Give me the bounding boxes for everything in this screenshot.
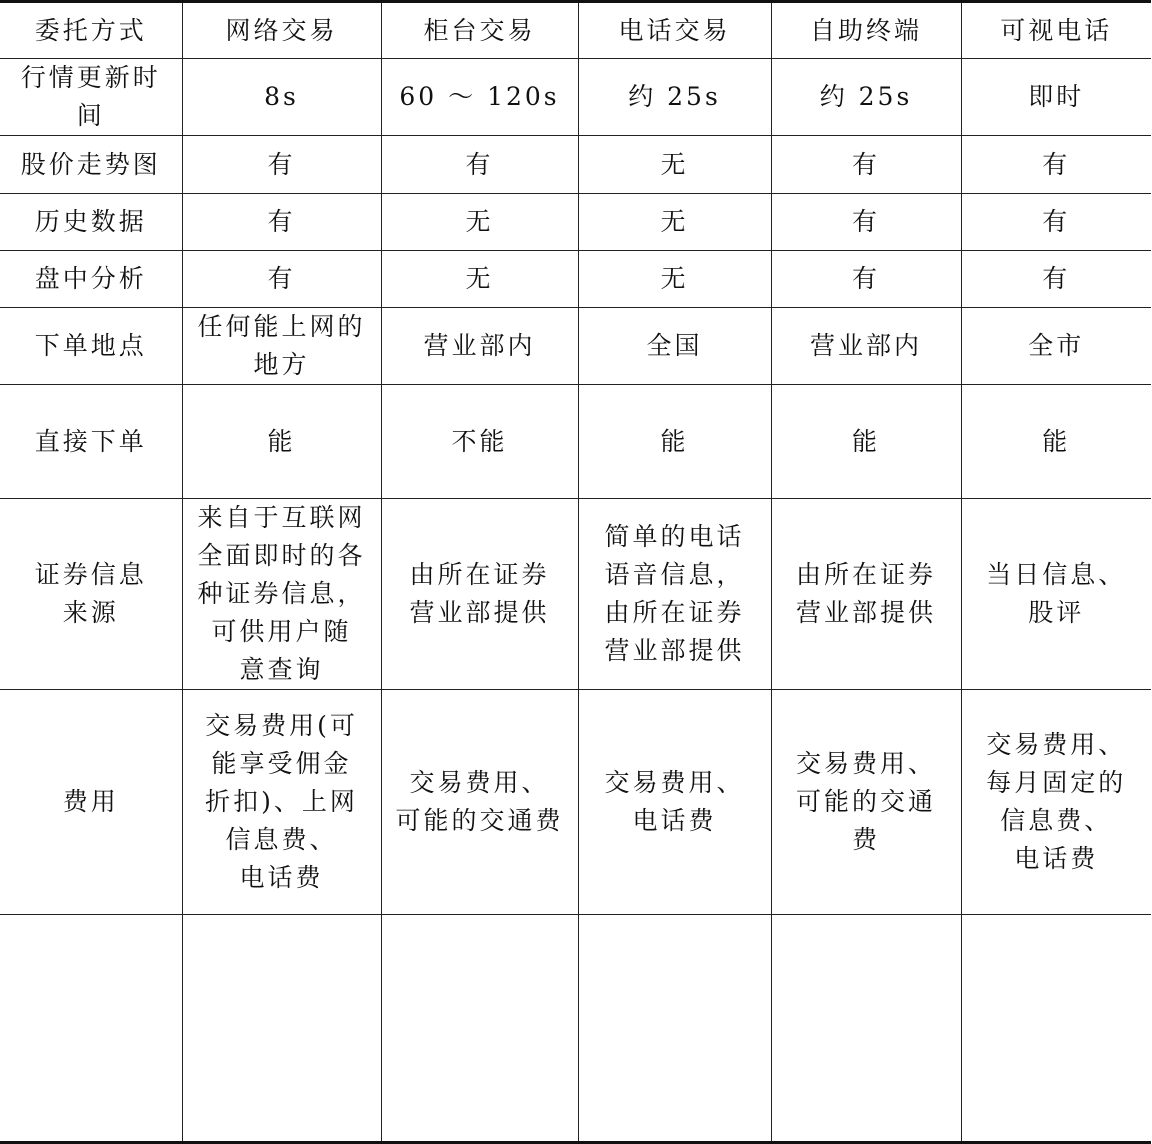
table-cell: 交易费用、 可能的交通费 [771,690,961,915]
header-cell: 可视电话 [961,2,1151,59]
table-cell: 60 ～ 120s [381,59,578,136]
table-cell: 全市 [961,308,1151,385]
table-cell: 能 [182,385,381,499]
table-row [0,690,1151,915]
table-cell: 营业部内 [771,308,961,385]
table-row [0,59,1151,136]
table-cell: 交易费用、 可能的交通费 [381,690,578,915]
table-cell [771,915,961,1143]
table-cell: 8s [182,59,381,136]
table-cell: 当日信息、 股评 [961,499,1151,690]
table-cell: 不能 [381,385,578,499]
table-cell [182,915,381,1143]
row-label: 盘中分析 [0,251,182,308]
table-cell: 有 [381,136,578,194]
table-cell: 由所在证券 营业部提供 [771,499,961,690]
table-cell: 约 25s [578,59,771,136]
table-row [0,194,1151,251]
table-cell: 有 [771,136,961,194]
table-cell: 交易费用、 电话费 [578,690,771,915]
table-row [0,251,1151,308]
table-cell [961,915,1151,1143]
table-cell: 任何能上网的 地方 [182,308,381,385]
table-cell: 有 [771,251,961,308]
table-row [0,915,1151,1143]
table-cell: 有 [182,251,381,308]
table-cell: 来自于互联网 全面即时的各 种证券信息， 可供用户随 意查询 [182,499,381,690]
table-cell [578,915,771,1143]
table-row [0,308,1151,385]
header-cell: 电话交易 [578,2,771,59]
row-label: 历史数据 [0,194,182,251]
table-cell [381,915,578,1143]
header-cell: 网络交易 [182,2,381,59]
table-cell: 无 [381,251,578,308]
table-row [0,136,1151,194]
row-label: 证券信息 来源 [0,499,182,690]
table-cell: 交易费用、 每月固定的 信息费、 电话费 [961,690,1151,915]
table-cell: 有 [771,194,961,251]
table-row [0,499,1151,690]
table-cell: 能 [771,385,961,499]
table-cell: 无 [578,136,771,194]
table-cell: 有 [961,194,1151,251]
table-cell: 由所在证券 营业部提供 [381,499,578,690]
row-label [0,915,182,1143]
table-cell: 能 [578,385,771,499]
header-cell: 柜台交易 [381,2,578,59]
row-label: 费用 [0,690,182,915]
table-cell: 有 [182,194,381,251]
table-cell: 简单的电话 语音信息， 由所在证券 营业部提供 [578,499,771,690]
table-cell: 有 [961,251,1151,308]
table-cell: 全国 [578,308,771,385]
table-cell: 无 [578,251,771,308]
table-cell: 无 [578,194,771,251]
table-cell: 交易费用(可 能享受佣金 折扣)、上网 信息费、 电话费 [182,690,381,915]
header-row [0,2,1151,59]
table-cell: 营业部内 [381,308,578,385]
table-cell: 有 [961,136,1151,194]
header-cell: 委托方式 [0,2,182,59]
table-cell: 无 [381,194,578,251]
row-label: 直接下单 [0,385,182,499]
row-label: 行情更新时间 [0,59,182,136]
table-cell: 能 [961,385,1151,499]
row-label: 下单地点 [0,308,182,385]
table-row [0,385,1151,499]
table-cell: 即时 [961,59,1151,136]
table-cell: 有 [182,136,381,194]
row-label: 股价走势图 [0,136,182,194]
header-cell: 自助终端 [771,2,961,59]
table-cell: 约 25s [771,59,961,136]
